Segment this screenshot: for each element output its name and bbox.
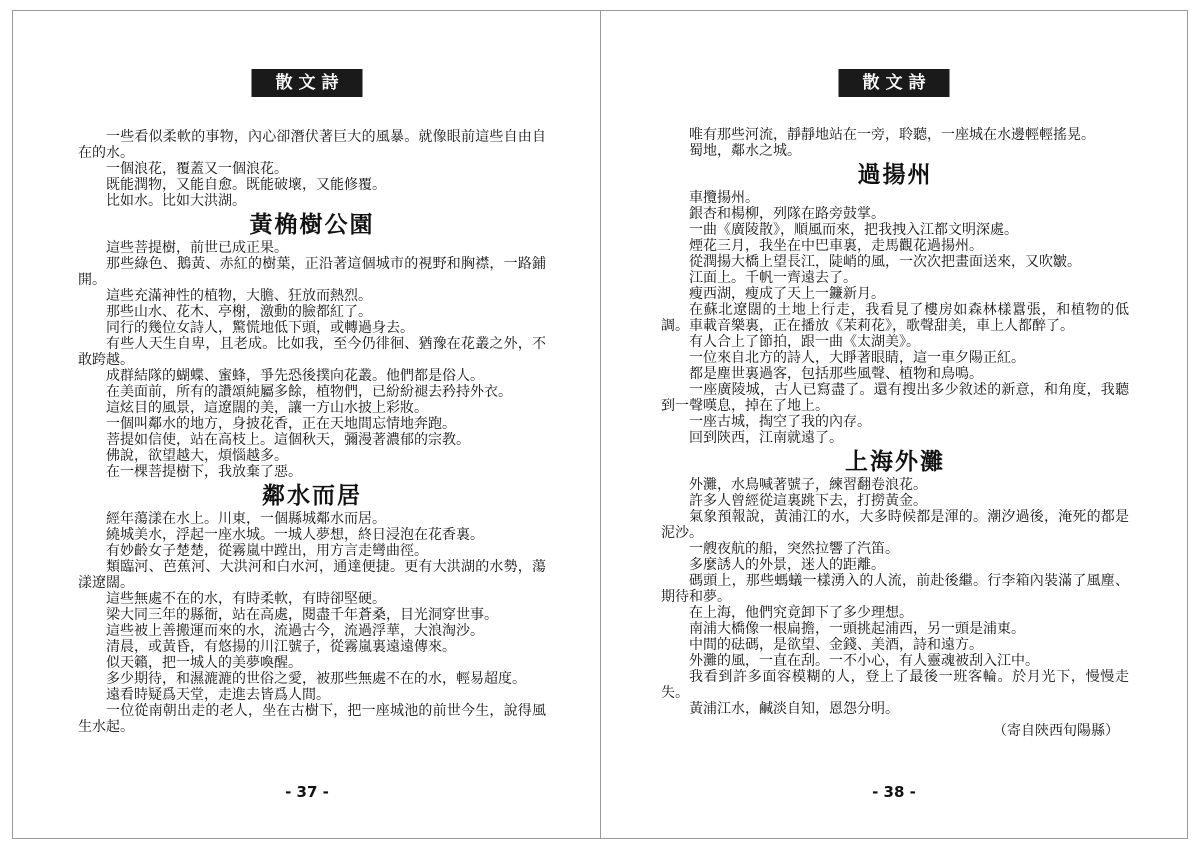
paragraph: 在一棵菩提樹下，我放棄了惡。 xyxy=(106,464,302,480)
paragraph: 菩提如信使，站在高枝上。這個秋天，彌漫著濃郁的宗教。 xyxy=(106,432,470,448)
paragraph: 銀杏和楊柳，列隊在路旁鼓掌。 xyxy=(689,206,885,222)
paragraph: 這些無處不在的水，有時柔軟，有時卻堅硬。 xyxy=(106,591,386,607)
paragraph: 唯有那些河流，靜靜地站在一旁，聆聽，一座城在水邊輕輕搖晃。 xyxy=(689,127,1095,143)
page-header: 散文詩 xyxy=(839,69,950,97)
paragraph: 這些菩提樹，前世已成正果。 xyxy=(106,240,288,256)
page-right xyxy=(600,10,1188,839)
paragraph: 黃浦江水，鹹淡自知，恩怨分明。 xyxy=(689,701,899,717)
paragraph: 一座古城，掏空了我的內存。 xyxy=(689,414,871,430)
page-number: - 38 - xyxy=(872,783,916,801)
page-body xyxy=(661,127,1129,739)
page-left xyxy=(12,10,602,839)
section-title: 黃桷樹公園 xyxy=(249,212,375,238)
section-title: 過揚州 xyxy=(857,162,933,188)
paragraph: 這些充滿神性的植物，大膽、狂放而熱烈。 xyxy=(106,288,372,304)
paragraph: 一些看似柔軟的事物，內心卻潛伏著巨大的風暴。就像眼前這些自由自在的水。 xyxy=(78,129,546,161)
paragraph: 江面上。千帆一齊遠去了。 xyxy=(689,270,857,286)
paragraph: 一位來自北方的詩人，大睜著眼睛，這一車夕陽正紅。 xyxy=(689,350,1025,366)
paragraph: 都是塵世裏過客，包括那些風聲、植物和鳥鳴。 xyxy=(689,366,983,382)
paragraph: 這些被上善搬運而來的水，流過古今，流過浮華，大浪淘沙。 xyxy=(106,623,484,639)
section-title: 鄰水而居 xyxy=(262,483,362,509)
paragraph: 在上海，他們究竟卸下了多少理想。 xyxy=(689,605,913,621)
section-title: 上海外灘 xyxy=(845,449,945,475)
paragraph: 經年蕩漾在水上。川東，一個縣城鄰水而居。 xyxy=(106,511,386,527)
paragraph: 一艘夜航的船，突然拉響了汽笛。 xyxy=(689,541,899,557)
paragraph: 碼頭上，那些螞蟻一樣湧入的人流，前赴後繼。行李箱內裝滿了風塵、期待和夢。 xyxy=(661,573,1129,605)
paragraph: 似天籟，把一城人的美夢喚醒。 xyxy=(106,655,302,671)
paragraph: 一個叫鄰水的地方，身披花香，正在天地間忘情地奔跑。 xyxy=(106,416,456,432)
paragraph: 有妙齡女子楚楚，從霧嵐中蹚出，用方言走彎曲徑。 xyxy=(106,543,428,559)
paragraph: 車攬揚州。 xyxy=(689,190,759,206)
paragraph: 從潤揚大橋上望長江，陡峭的風，一次次把畫面送來，又吹皺。 xyxy=(689,254,1081,270)
paragraph: 有人合上了節拍，跟一曲《太湖美》。 xyxy=(689,334,920,350)
paragraph: 在美面前，所有的讚頌純屬多餘，植物們，已紛紛褪去矜持外衣。 xyxy=(106,384,512,400)
paragraph: 一個浪花，覆蓋又一個浪花。 xyxy=(106,161,288,177)
paragraph: 類臨河、芭蕉河、大洪河和白水河，通達便捷。更有大洪湖的水勢，蕩漾遼闊。 xyxy=(78,559,546,591)
paragraph: 遠看時疑爲天堂，走進去皆爲人間。 xyxy=(106,687,330,703)
paragraph: 我看到許多面容模糊的人，登上了最後一班客輪。於月光下，慢慢走失。 xyxy=(661,669,1129,701)
paragraph: 一座廣陵城，古人已寫盡了。還有搜出多少敘述的新意，和角度，我聽到一聲嘆息，掉在了地上。 xyxy=(661,382,1129,414)
paragraph: 清晨，或黃昏，有悠揚的川江號子，從霧嵐裏遠遠傳來。 xyxy=(106,639,456,655)
paragraph: 許多人曾經從這裏跳下去，打撈黃金。 xyxy=(689,493,927,509)
paragraph: 回到陝西，江南就遠了。 xyxy=(689,430,843,446)
paragraph: 在蘇北遼闊的土地上行走，我看見了樓房如森林樣囂張，和植物的低調。車載音樂裏，正在播放《茉莉花》，歌聲甜美，車上人都醉了。 xyxy=(661,302,1129,334)
paragraph: 有些人天生自卑，且老成。比如我，至今仍徘徊、猶豫在花叢之外，不敢跨越。 xyxy=(78,336,546,368)
page-number: - 37 - xyxy=(285,783,329,801)
paragraph: 繞城美水，浮起一座水城。一城人夢想，終日浸泡在花香裏。 xyxy=(106,527,484,543)
paragraph: 既能潤物，又能自愈。既能破壞，又能修覆。 xyxy=(106,177,386,193)
paragraph: 中間的砝碼，是欲望、金錢、美酒，詩和遠方。 xyxy=(689,637,983,653)
paragraph: 比如水。比如大洪湖。 xyxy=(106,193,246,209)
paragraph: 多少期待，和濕漉漉的世俗之愛，被那些無處不在的水，輕易超度。 xyxy=(106,671,526,687)
paragraph: 外灘的風，一直在刮。一不小心，有人靈魂被刮入江中。 xyxy=(689,653,1039,669)
paragraph: 那些綠色、鵝黃、赤紅的樹葉，正沿著這個城市的視野和胸襟，一路鋪開。 xyxy=(78,256,546,288)
paragraph: 外灘，水鳥喊著號子，練習翻卷浪花。 xyxy=(689,477,927,493)
paragraph: 同行的幾位女詩人，驚慌地低下頭，或轉過身去。 xyxy=(106,320,414,336)
paragraph: 一曲《廣陵散》，順風而來，把我拽入江都文明深處。 xyxy=(689,222,1018,238)
author-signature: （寄自陝西旬陽縣） xyxy=(993,723,1119,739)
paragraph: 那些山水、花木、亭榭，激動的臉都紅了。 xyxy=(106,304,372,320)
page-body xyxy=(78,129,546,735)
paragraph: 氣象預報說，黃浦江的水，大多時候都是渾的。潮汐過後，淹死的都是泥沙。 xyxy=(661,509,1129,541)
paragraph: 這炫目的風景，這遼闊的美，讓一方山水披上彩妝。 xyxy=(106,400,428,416)
paragraph: 蜀地，鄰水之城。 xyxy=(689,143,801,159)
paragraph: 梁大同三年的縣衙，站在高處，閱盡千年蒼桑，目光洞穿世事。 xyxy=(106,607,498,623)
paragraph: 南浦大橋像一根扁擔，一頭挑起浦西，另一頭是浦東。 xyxy=(689,621,1025,637)
paragraph: 佛說，欲望越大，煩惱越多。 xyxy=(106,448,288,464)
paragraph: 多麼誘人的外景，迷人的距離。 xyxy=(689,557,885,573)
page-header: 散文詩 xyxy=(252,69,363,97)
paragraph: 瘦西湖，瘦成了天上一鐮新月。 xyxy=(689,286,885,302)
paragraph: 一位從南朝出走的老人，坐在古樹下，把一座城池的前世今生，說得風生水起。 xyxy=(78,703,546,735)
paragraph: 成群結隊的蝴蝶、蜜蜂，爭先恐後撲向花叢。他們都是俗人。 xyxy=(106,368,484,384)
paragraph: 煙花三月，我坐在中巴車裏，走馬觀花過揚州。 xyxy=(689,238,983,254)
